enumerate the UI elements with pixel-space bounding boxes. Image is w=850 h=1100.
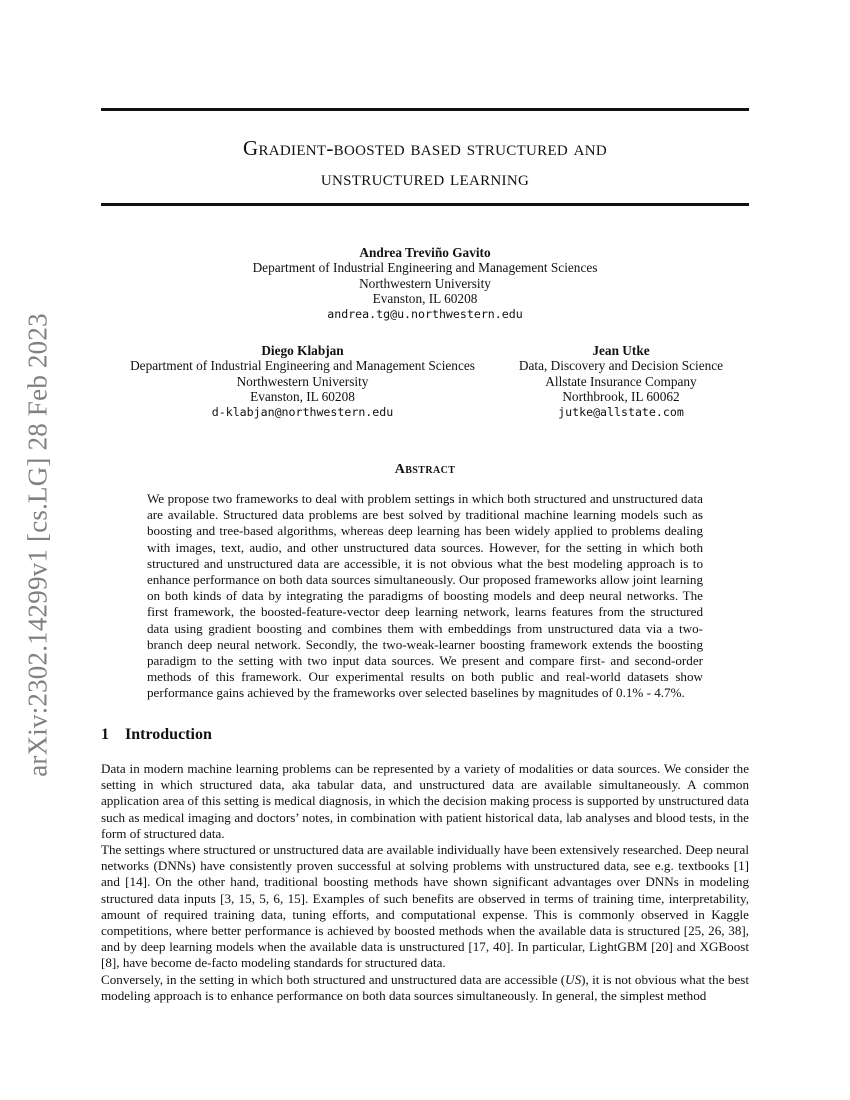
author-email: jutke@allstate.com: [558, 404, 684, 419]
paper-title: [101, 133, 749, 193]
section-heading-introduction: [101, 726, 749, 744]
us-symbol: US: [565, 972, 582, 987]
title-rule-top: [101, 108, 749, 111]
author-institution: Allstate Insurance Company: [545, 373, 697, 389]
paper-title-line-1: Gradient-boosted based structured and: [242, 136, 607, 160]
author-affiliation: Department of Industrial Engineering and Management Sciences: [130, 358, 475, 374]
intro-paragraph-2: The settings where structured or unstructured data are available individually have been extensively researched. Deep neural networks (DNNs) have consistently proven successful at solving problems with unstructured data, see e.g. textbooks [1] and [14]. On the other hand, traditional boosting methods have shown significant advantages over DNNs in modeling structured data inputs [3, 15, 5, 6, 15]. Examples of such benefits are observed in terms of training time, interpretability, amount of required training data, tuning efforts, and computational expense. This is commonly observed in Kaggle competitions, where better performance is achieved by boosted methods when the available data is structured [25, 26, 38], and by deep learning models when the available data is unstructured [17, 40]. In particular, LightGBM [20] and XGBoost [8], have become de-facto modeling standards for structured data.: [101, 842, 749, 971]
abstract-text: We propose two frameworks to deal with problem settings in which both structured and unstructured data are available. Structured data problems are best solved by traditional machine learning models such as boosting and tree-based algorithms, whereas deep learning has been widely applied to problems dealing with images, text, audio, and other unstructured data sources. However, for the setting in which both structured and unstructured data are accessible, it is not obvious what the best modeling approach is to enhance performance on both data sources simultaneously. Our proposed frameworks allow joint learning on both kinds of data by integrating the paradigms of boosting models and deep neural networks. The first framework, the boosted-feature-vector deep learning network, learns features from the structured data using gradient boosting and combines them with embeddings from unstructured data via a two-branch deep neural network. Secondly, the two-weak-learner boosting framework extends the boosting paradigm to the setting with two input data sources. We present and compare first- and second-order methods of this framework. Our experimental results on both public and real-world datasets show performance gains achieved by the frameworks over selected baselines by magnitudes of 0.1% - 4.7%.: [147, 491, 703, 701]
author-block-klabjan: [110, 343, 495, 420]
author-location: Evanston, IL 60208: [250, 389, 355, 405]
author-email: d-klabjan@northwestern.edu: [211, 404, 394, 419]
author-institution: Northwestern University: [236, 373, 369, 389]
author-name: Andrea Treviño Gavito: [359, 245, 491, 260]
author-affiliation: Department of Industrial Engineering and Management Sciences: [252, 260, 598, 276]
author-institution: Northwestern University: [359, 275, 491, 291]
author-location: Northbrook, IL 60062: [562, 389, 680, 405]
intro-paragraph-3: [101, 972, 749, 1004]
abstract-heading: Abstract: [394, 462, 456, 477]
author-email: andrea.tg@u.northwestern.edu: [327, 306, 523, 321]
arxiv-identifier: arXiv:2302.14299v1 [cs.LG] 28 Feb 2023: [22, 313, 53, 777]
author-affiliation: Data, Discovery and Decision Science: [518, 358, 724, 374]
author-name: Jean Utke: [592, 343, 650, 358]
author-location: Evanston, IL 60208: [372, 291, 478, 307]
intro-paragraph-3-start: Conversely, in the setting in which both structured and unstructured data are accessible (: [101, 972, 566, 987]
paper-title-line-2: unstructured learning: [320, 166, 530, 190]
arxiv-identifier-margin: [18, 295, 58, 795]
author-block-utke: [496, 343, 746, 420]
intro-paragraph-3-end: ), it is not obvious what the best modeling approach is to enhance performance on both data sources simultaneously. In general, the simplest method: [101, 972, 749, 1004]
intro-paragraph-1: Data in modern machine learning problems can be represented by a variety of modalities or data sources. We consider the setting in which structured data, aka tabular data, and unstructured data are available simultaneously. A common application area of this setting is medical diagnosis, in which the decision making process is supported by unstructured data such as medical imaging and doctors’ notes, in combination with patient historical data, lab analyses and blood tests, in the form of structured data.: [101, 761, 749, 841]
author-block-trevino: [225, 245, 625, 322]
title-rule-bottom: [101, 203, 749, 206]
section-title: Introduction: [125, 726, 212, 743]
section-number: 1: [101, 726, 109, 743]
author-name: Diego Klabjan: [261, 343, 344, 358]
